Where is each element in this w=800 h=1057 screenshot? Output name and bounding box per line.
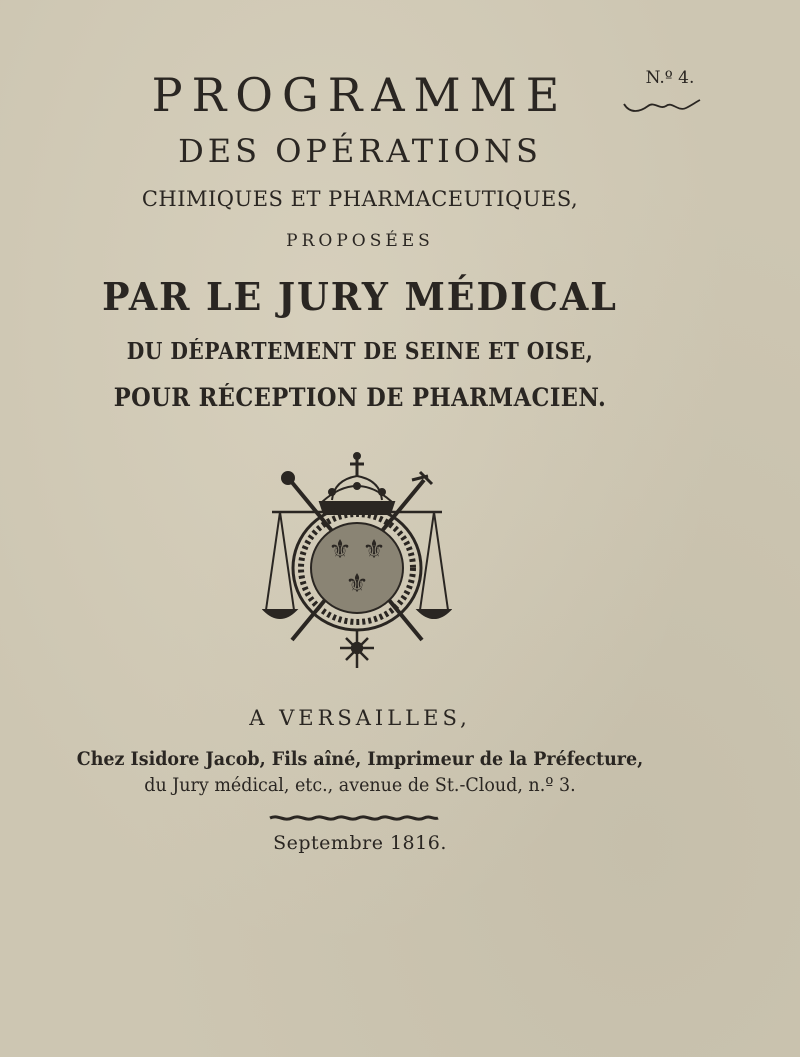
imprint-line-1: Chez Isidore Jacob, Fils aîné, Imprimeur de la Préfecture, (76, 748, 644, 770)
purpose-line: POUR RÉCEPTION DE PHARMACIEN. (113, 383, 607, 412)
document-subtitle-1: DES OPÉRATIONS (178, 132, 542, 170)
department-line: DU DÉPARTEMENT DE SEINE ET OISE, (126, 338, 594, 365)
svg-text:⚜: ⚜ (345, 569, 369, 599)
document-subtitle-2: CHIMIQUES ET PHARMACEUTIQUES, (141, 187, 579, 211)
ornamental-rule-icon (268, 812, 440, 824)
publication-date: Septembre 1816. (273, 832, 447, 854)
imprint-line-2: du Jury médical, etc., avenue de St.-Cloud, n.º 3. (144, 774, 576, 796)
svg-text:⚜: ⚜ (362, 535, 386, 565)
royal-coat-of-arms-icon (262, 450, 452, 678)
svg-text:⚜: ⚜ (328, 535, 352, 565)
document-title: PROGRAMME (151, 68, 569, 122)
document-subtitle-3: PROPOSÉES (286, 231, 434, 251)
jury-heading: PAR LE JURY MÉDICAL (102, 274, 618, 319)
show-through-text (470, 430, 477, 455)
document-number: N.º 4. (645, 68, 695, 88)
imprint-city: A VERSAILLES, (249, 706, 471, 730)
